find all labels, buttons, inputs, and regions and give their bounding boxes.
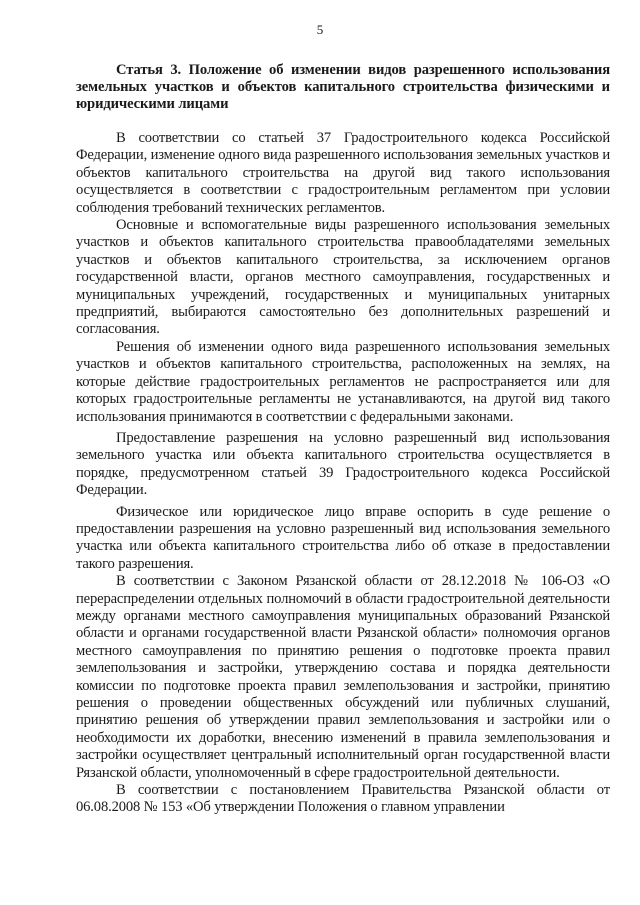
paragraph: Решения об изменении одного вида разрешенного использования земельных участков и объектов капитального строительства, расположенных на землях, на которые действие градостроительных регламентов не распространяется или для которых градостроительные регламенты не устанавливаются, на другой вид такого использования принимаются в соответствии с федеральными законами. <box>76 338 610 425</box>
paragraph: В соответствии с Законом Рязанской области от 28.12.2018 № 106-ОЗ «О перераспределении отдельных полномочий в области градостроительной деятельности между органами местного самоуправления муниципальных образований Рязанской области и органами государственной власти Рязанской области» полномочия органов местного самоуправления по принятию решения о подготовке проекта правил землепользования и застройки, утверждению состава и порядка деятельности комиссии по подготовке проекта правил землепользования и застройки, принятию решения о проведении общественных обсуждений или публичных слушаний, принятию решения об утверждении правил землепользования и застройки или о необходимости их доработки, внесению изменений в правила землепользования и застройки осуществляет центральный исполнительный орган государственной власти Рязанской области, уполномоченный в сфере градостроительной деятельности. <box>76 573 610 781</box>
article-title: Статья 3. Положение об изменении видов разрешенного использования земельных участков и объектов капитального строительства физическими и юридическими лицами <box>76 62 610 112</box>
paragraph: Основные и вспомогательные виды разрешенного использования земельных участков и объектов капитального строительства правообладателями земельных участков и объектов капитального строительства, за исключением органов государственной власти, органов местного самоуправления, государственных и муниципальных учреждений, государственных и муниципальных унитарных предприятий, выбираются самостоятельно без дополнительных разрешений и согласования. <box>76 217 610 338</box>
paragraph: Физическое или юридическое лицо вправе оспорить в суде решение о предоставлении разрешения на условно разрешенный вид использования земельного участка или объекта капитального строительства либо об отказе в предоставлении такого разрешения. <box>76 503 610 572</box>
document-body <box>76 62 610 817</box>
paragraph: В соответствии с постановлением Правительства Рязанской области от 06.08.2008 № 153 «Об утверждении Положения о главном управлении <box>76 782 610 816</box>
page-number: 5 <box>316 22 324 37</box>
paragraph: В соответствии со статьей 37 Градостроительного кодекса Российской Федерации, изменение одного вида разрешенного использования земельных участков и объектов капитального строительства на другой вид такого использования осуществляется в соответствии с градостроительным регламентом при условии соблюдения требований технических регламентов. <box>76 130 610 216</box>
paragraph: Предоставление разрешения на условно разрешенный вид использования земельного участка или объекта капитального строительства осуществляется в порядке, предусмотренном статьей 39 Градостроительного кодекса Российской Федерации. <box>76 429 610 499</box>
